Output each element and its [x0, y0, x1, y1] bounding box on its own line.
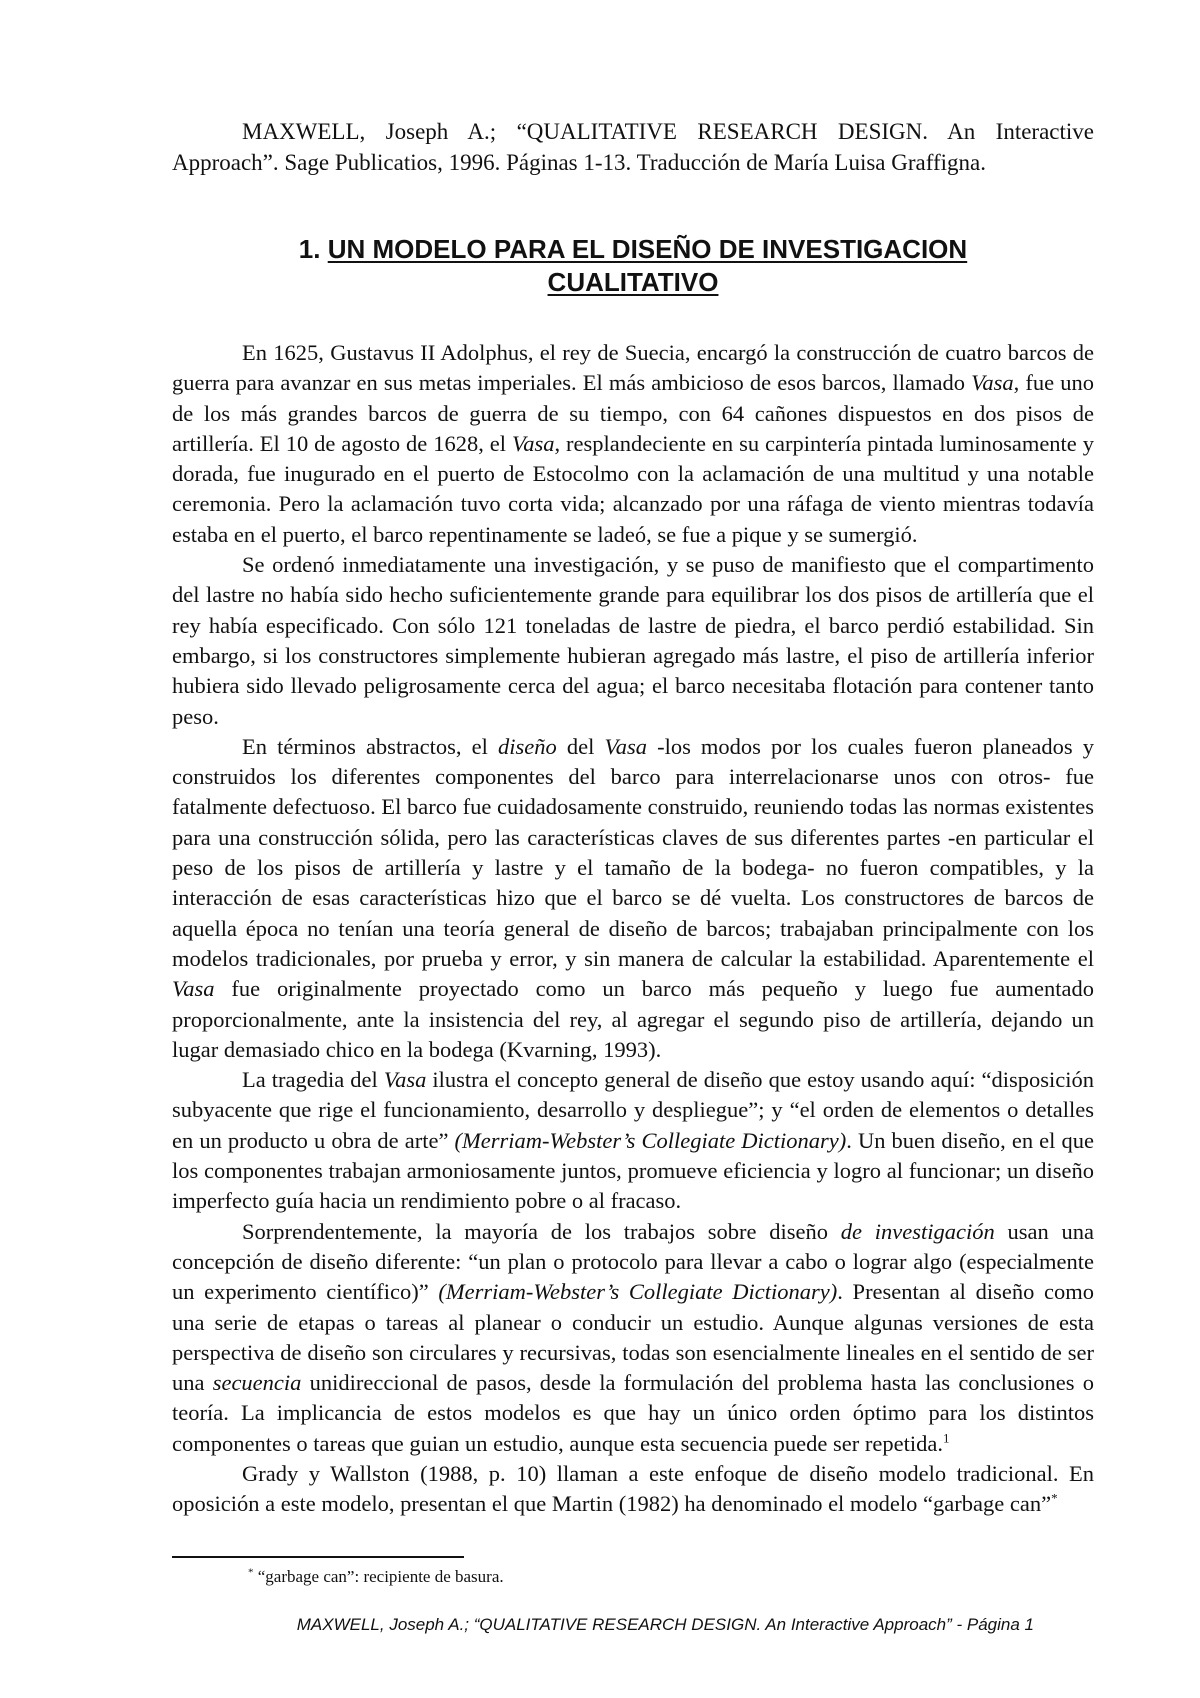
chapter-title — [172, 233, 1094, 299]
paragraph-6 — [172, 1459, 1094, 1520]
italic-vasa: Vasa — [604, 733, 647, 759]
footnote-reference-1[interactable]: 1 — [942, 1430, 950, 1446]
text-run: fue originalmente proyectado como un barco más pequeño y luego fue aumentado proporcionalmente, ante la insistencia del rey, al agregar el segundo piso de artillería, dejando un lugar demasiado chico en la bodega (Kvarning, 1993). — [172, 976, 1094, 1062]
text-run: Grady y Wallston (1988, p. 10) llaman a este enfoque de diseño modelo tradicional. En oposición a este modelo, presentan el que Martin (1982) ha denominado el modelo “garbage can” — [172, 1460, 1094, 1517]
chapter-title-line-1: UN MODELO PARA EL DISEÑO DE INVESTIGACION — [327, 234, 968, 264]
italic-dictionary-reference: (Merriam-Webster’s Collegiate Dictionary) — [454, 1127, 847, 1153]
text-run: unidireccional de pasos, desde la formulación del problema hasta las conclusiones o teoría. La implicancia de estos modelos es que hay un único orden óptimo para los distintos componentes o tareas que guian un estudio, aunque esta secuencia puede ser repetida. — [172, 1370, 1094, 1456]
footnote-separator — [172, 1556, 464, 1558]
italic-dictionary-reference: (Merriam-Webster’s Collegiate Dictionary) — [438, 1279, 838, 1305]
italic-de-investigacion: de investigación — [840, 1218, 995, 1244]
footnote — [248, 1566, 1088, 1588]
paragraph-3 — [172, 732, 1094, 1065]
text-run: ilustra el concepto general de diseño que estoy usando aquí: “disposición subyacente que rige el funcionamiento, desarrollo y despliegue”; y “el orden de elementos o detalles en un producto u obra de arte” — [172, 1067, 1094, 1153]
footnote-reference-asterisk[interactable]: * — [1051, 1490, 1058, 1506]
body-text — [172, 338, 1094, 1520]
paragraph-2: Se ordenó inmediatamente una investigación, y se puso de manifiesto que el compartimento del lastre no había sido hecho suficientemente grande para equilibrar los dos pisos de artillería que el rey había especificado. Con sólo 121 toneladas de lastre de piedra, el barco perdió estabilidad. Sin embargo, si los constructores simplemente hubieran agregado más lastre, el piso de artillería inferior hubiera sido llevado peligrosamente cerca del agua; el barco necesitaba flotación para contener tanto peso. — [172, 552, 1094, 729]
chapter-title-line-2: CUALITATIVO — [547, 267, 719, 297]
chapter-number: 1. — [298, 234, 321, 264]
text-run: La tragedia del — [242, 1067, 384, 1093]
bibliographic-citation: MAXWELL, Joseph A.; “QUALITATIVE RESEARCH DESIGN. An Interactive Approach”. Sage Publicatios, 1996. Páginas 1-13. Traducción de María Luisa Graffigna. — [172, 119, 1094, 175]
paragraph-5 — [172, 1217, 1094, 1459]
text-run: Sorprendentemente, la mayoría de los trabajos sobre diseño — [242, 1218, 841, 1244]
text-run: , fue uno de los más grandes barcos de guerra de su tiempo, con 64 cañones dispuestos en dos pisos de artillería. El 10 de agosto de 1628, el — [172, 370, 1094, 456]
italic-vasa: Vasa — [971, 370, 1014, 396]
text-run: En términos abstractos, el — [242, 733, 498, 759]
italic-vasa: Vasa — [172, 976, 215, 1002]
italic-vasa: Vasa — [511, 430, 555, 456]
footnote-text: “garbage can”: recipiente de basura. — [257, 1567, 504, 1586]
footnote-mark: * — [248, 1566, 254, 1579]
text-run: En 1625, Gustavus II Adolphus, el rey de Suecia, encargó la construcción de cuatro barcos de guerra para avanzar en sus metas imperiales. El más ambicioso de esos barcos, llamado — [172, 340, 1094, 396]
italic-secuencia: secuencia — [212, 1370, 302, 1396]
text-run: . Un buen diseño, en el que los componentes trabajan armoniosamente juntos, promueve eficiencia y logro al funcionar; un diseño imperfecto guía hacia un rendimiento pobre o al fracaso. — [172, 1127, 1094, 1214]
text-run: . Presentan al diseño como una serie de etapas o tareas al planear o conducir un estudio. Aunque algunas versiones de esta perspectiva de diseño son circulares y recursivas, todas son esencialmente lineales en el sentido de ser una — [172, 1279, 1094, 1396]
italic-diseno: diseño — [498, 733, 557, 759]
text-run: -los modos por los cuales fueron planeados y construidos los diferentes componentes del barco para interrelacionarse unos con otros- fue fatalmente defectuoso. El barco fue cuidadosamente construido, reuniendo todas las normas existentes para una construcción sólida, pero las características claves de sus diferentes partes -en particular el peso de los pisos de artillería y lastre y el tamaño de la bodega- no fueron compatibles, y la interacción de esas características hizo que el barco se dé vuelta. Los constructores de barcos de aquella época no tenían una teoría general de diseño de barcos; trabajaban principalmente con los modelos tradicionales, por prueba y error, y sin manera de calcular la estabilidad. Aparentemente el — [172, 733, 1094, 971]
paragraph-1 — [172, 338, 1094, 550]
paragraph-4 — [172, 1065, 1094, 1216]
text-run: del — [556, 733, 605, 759]
text-run: usan una concepción de diseño diferente: “un plan o protocolo para llevar a cabo o lograr algo (especialmente un experimento científico)” — [172, 1218, 1094, 1305]
running-footer: MAXWELL, Joseph A.; “QUALITATIVE RESEARCH DESIGN. An Interactive Approach” - Página 1 — [296, 1615, 1034, 1634]
italic-vasa: Vasa — [383, 1067, 427, 1093]
text-run: , resplandeciente en su carpintería pintada luminosamente y dorada, fue inugurado en el puerto de Estocolmo con la aclamación de una multitud y una notable ceremonia. Pero la aclamación tuvo corta vida; alcanzado por una ráfaga de viento mientras todavía estaba en el puerto, el barco repentinamente se ladeó, se fue a pique y se sumergió. — [172, 430, 1094, 547]
